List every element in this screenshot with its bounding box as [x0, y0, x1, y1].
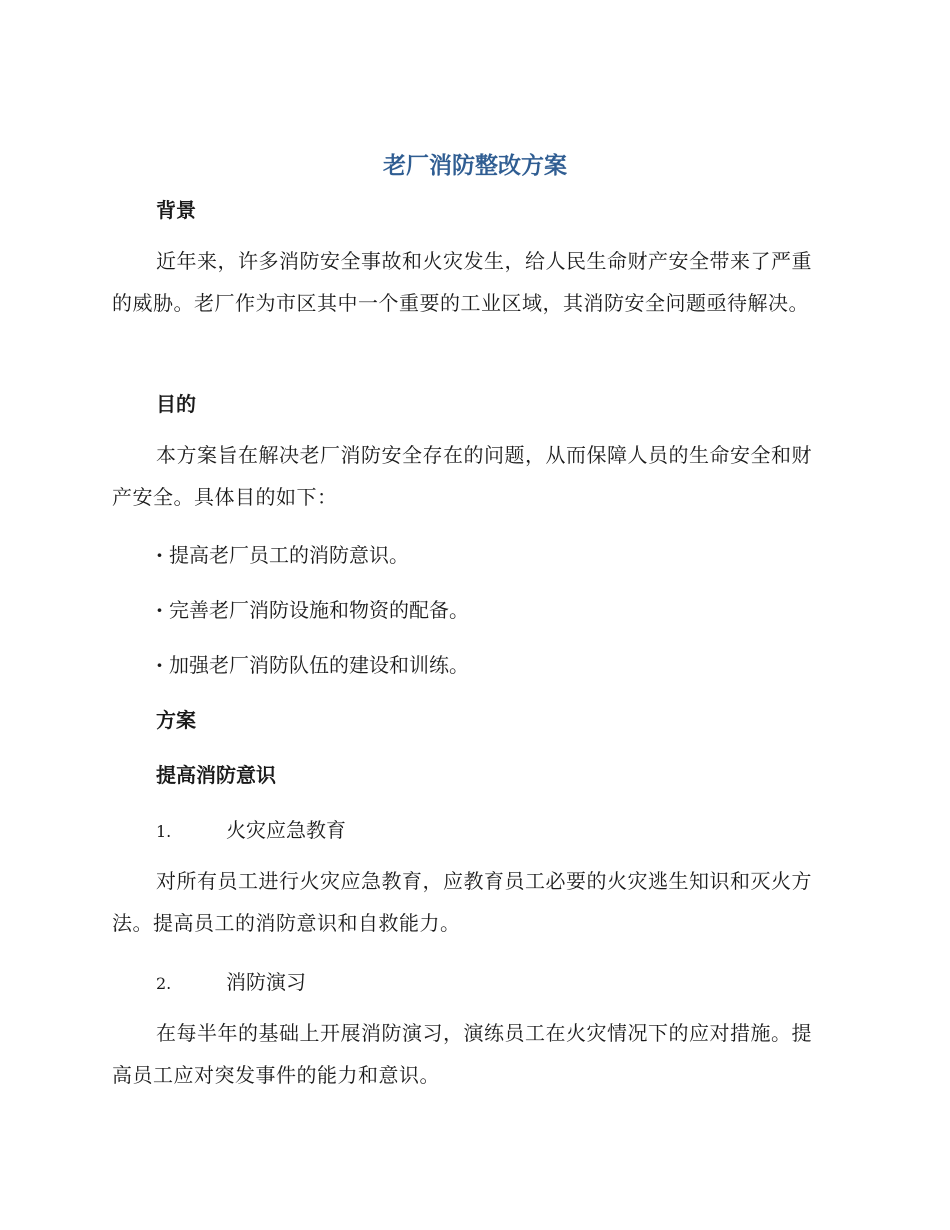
section-heading-background: 背景 — [156, 198, 196, 222]
plan-item-1-heading — [156, 814, 346, 843]
item-number: 1. — [156, 822, 172, 841]
item-label: 火灾应急教育 — [226, 818, 346, 842]
document-title: 老厂消防整改方案 — [383, 153, 567, 179]
bullet-dot: · — [156, 543, 163, 567]
section-heading-plan: 方案 — [156, 708, 196, 732]
purpose-bullet-1 — [156, 539, 409, 568]
bullet-text: 完善老厂消防设施和物资的配备。 — [168, 598, 469, 622]
background-paragraph: 近年来，许多消防安全事故和火灾发生，给人民生命财产安全带来了严重的威胁。老厂作为市区其中一个重要的工业区域，其消防安全问题亟待解决。 — [112, 249, 812, 315]
purpose-bullet-2 — [156, 594, 469, 623]
item-label: 消防演习 — [226, 970, 306, 994]
item-number: 2. — [156, 974, 172, 993]
plan-item-2-paragraph: 在每半年的基础上开展消防演习，演练员工在火灾情况下的应对措施。提高员工应对突发事件的能力和意识。 — [112, 1021, 812, 1087]
bullet-dot: · — [156, 653, 163, 677]
section-heading-purpose: 目的 — [156, 392, 196, 416]
purpose-paragraph: 本方案旨在解决老厂消防安全存在的问题，从而保障人员的生命安全和财产安全。具体目的如下： — [112, 443, 812, 509]
purpose-bullet-3 — [156, 649, 469, 678]
bullet-text: 加强老厂消防队伍的建设和训练。 — [168, 653, 469, 677]
plan-item-2-heading — [156, 966, 306, 995]
bullet-dot: · — [156, 598, 163, 622]
bullet-text: 提高老厂员工的消防意识。 — [168, 543, 409, 567]
plan-item-1-paragraph: 对所有员工进行火灾应急教育，应教育员工必要的火灾逃生知识和灭火方法。提高员工的消防意识和自救能力。 — [112, 869, 812, 935]
subheading-awareness: 提高消防意识 — [156, 763, 276, 787]
